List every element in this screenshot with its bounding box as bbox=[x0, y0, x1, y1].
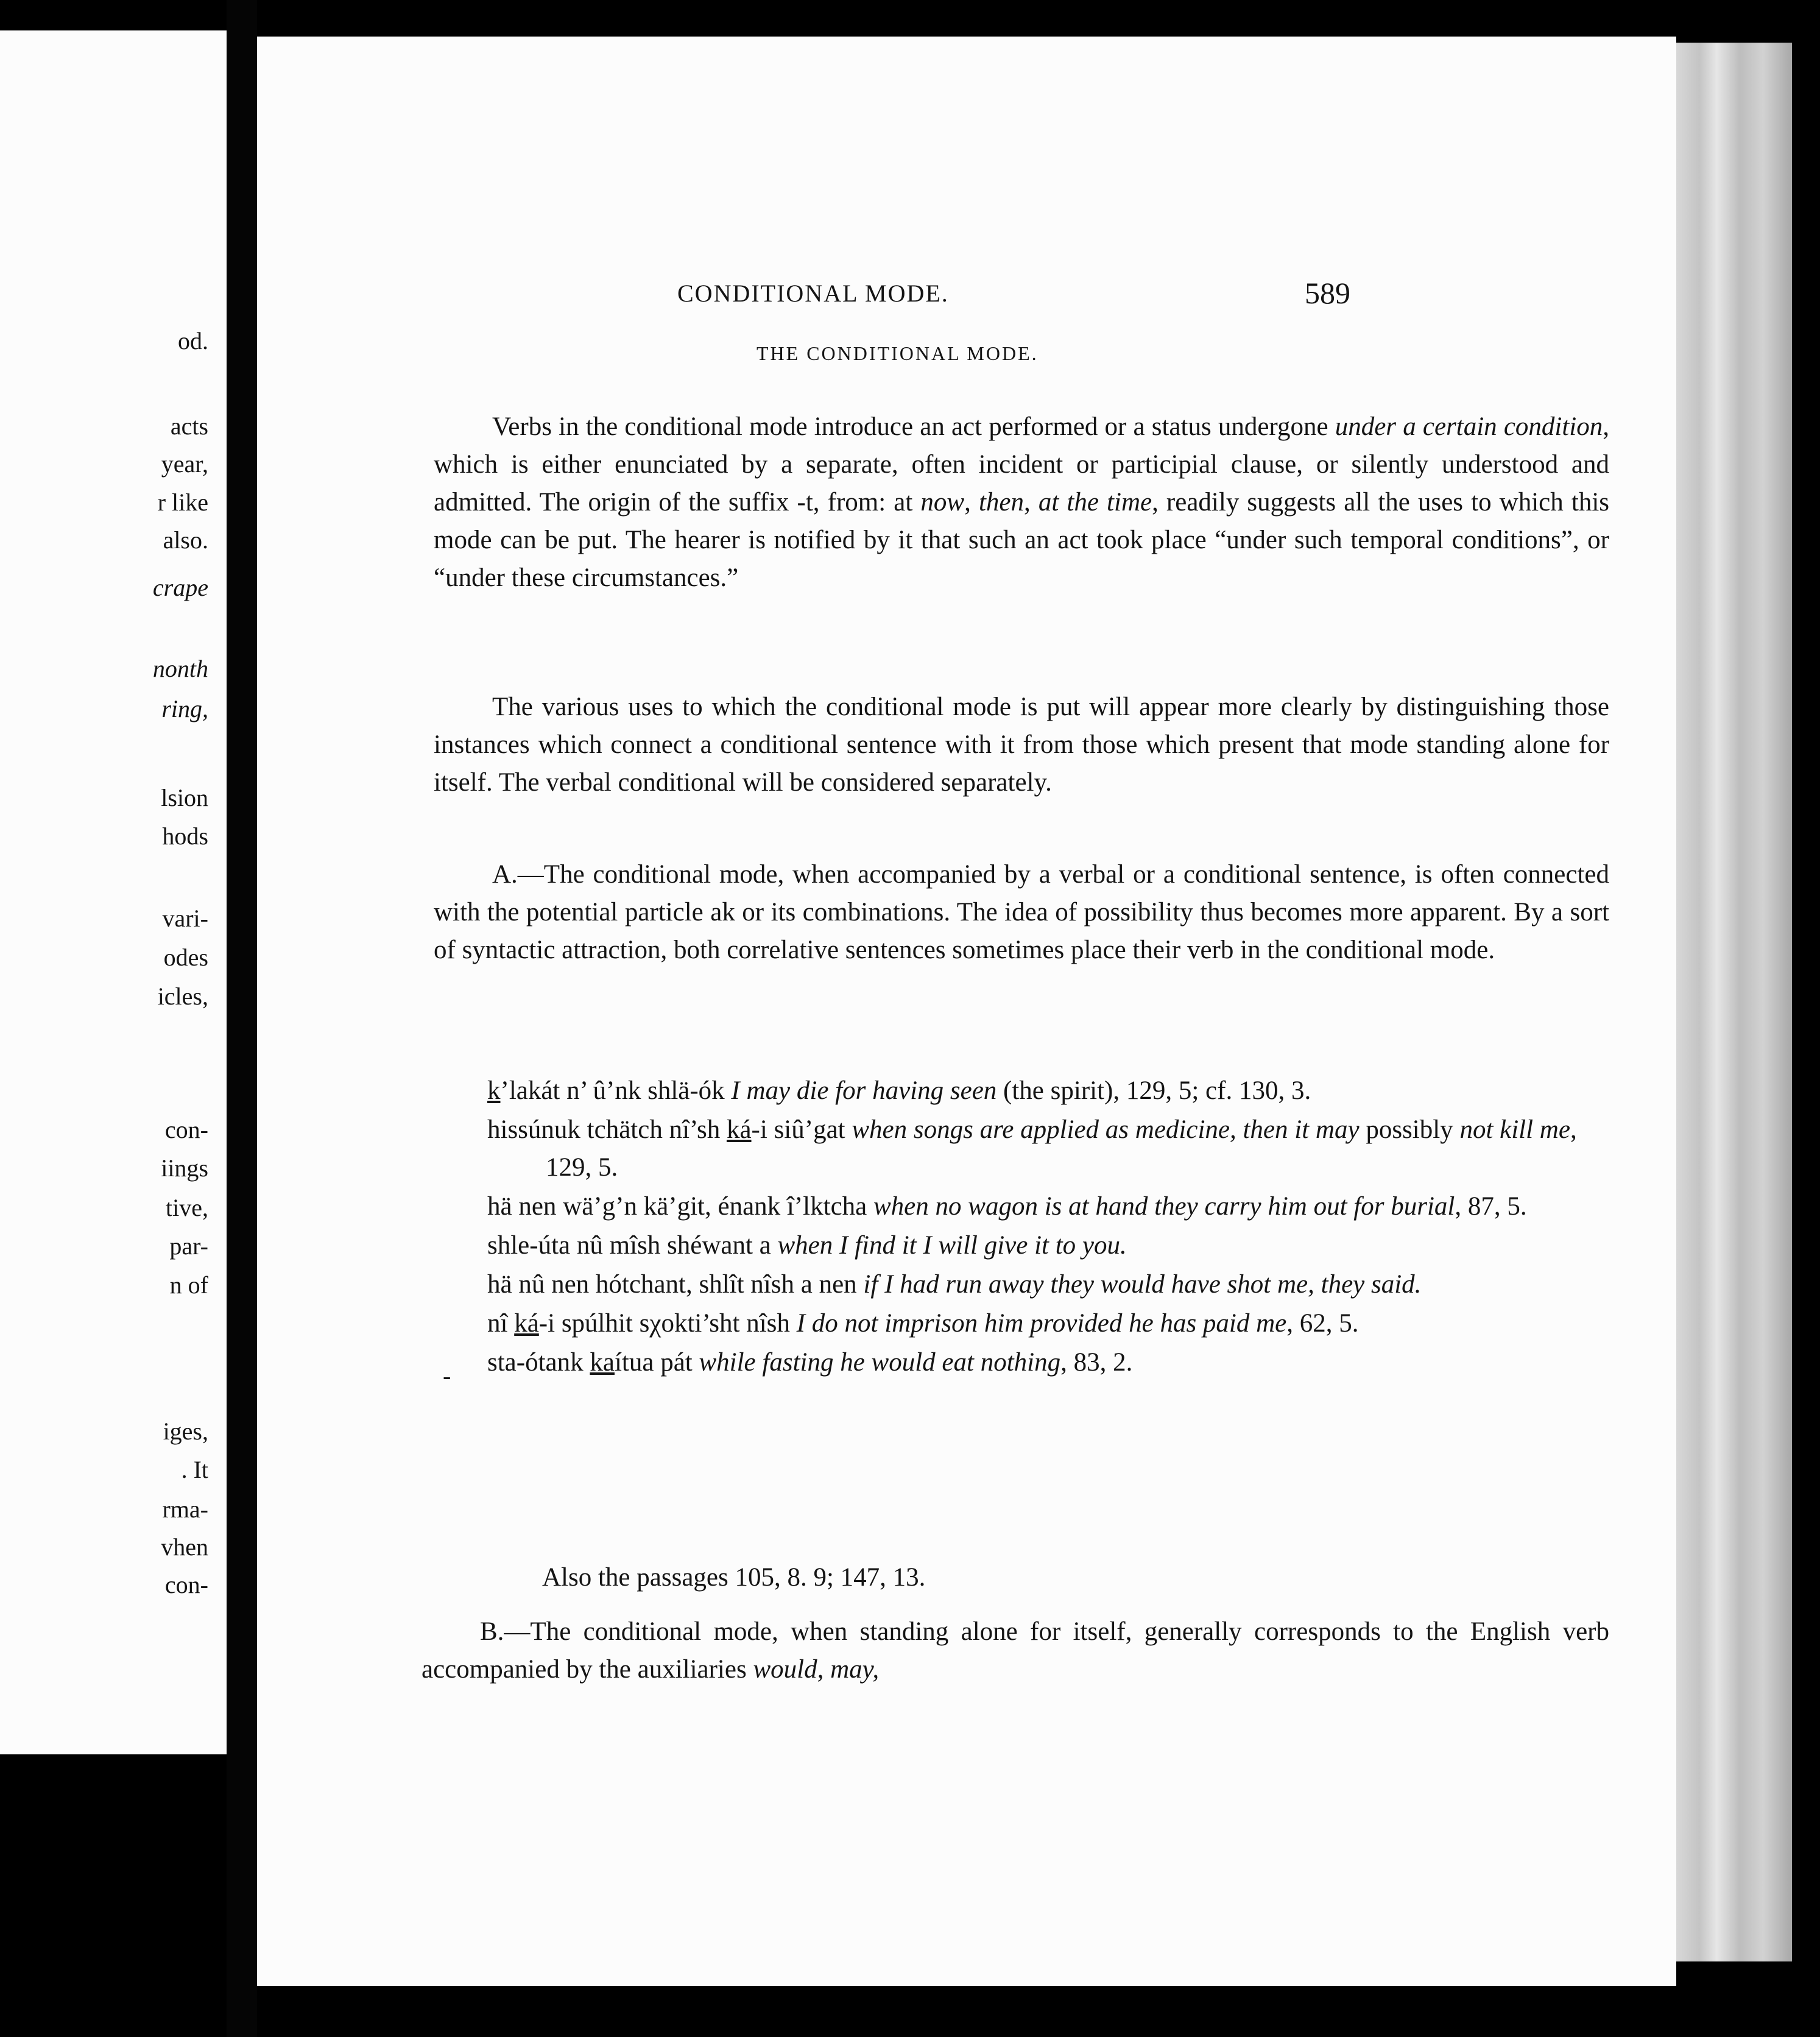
example-translation: when no wagon is at hand they carry him out for burial bbox=[873, 1192, 1455, 1221]
example-underlined-letter: ka bbox=[590, 1348, 615, 1377]
section-title: THE CONDITIONAL MODE. bbox=[757, 342, 1039, 364]
example-translation: when songs are applied as medicine, then it may bbox=[852, 1115, 1360, 1144]
example-translation: if I had run away they would have shot me, they said. bbox=[863, 1270, 1422, 1299]
example-underlined-letter: ká bbox=[726, 1115, 752, 1144]
paragraph-section-b: B.—The conditional mode, when standing alone for itself, generally corresponds to the English verb accompanied by the auxiliaries would, may, bbox=[421, 1617, 1609, 1684]
running-head: CONDITIONAL MODE. bbox=[677, 280, 949, 307]
left-page-fragment-line: . It bbox=[181, 1456, 208, 1483]
example-text: , 87, 5. bbox=[1455, 1192, 1527, 1221]
example-text: hä nen wä’g’n kä’git, énank î’lktcha bbox=[487, 1192, 873, 1221]
example-text: nî bbox=[487, 1309, 515, 1338]
left-page-fragment-line: also. bbox=[163, 526, 208, 554]
example-text: ’lakát n’ û’nk shlä-ók bbox=[500, 1076, 732, 1105]
example-translation: not kill me bbox=[1459, 1115, 1570, 1144]
example-text: hä nû nen hótchant, shlît nîsh a nen bbox=[487, 1270, 864, 1299]
left-page-fragment-line: year, bbox=[161, 450, 208, 478]
example-text: ítua pát bbox=[614, 1348, 699, 1377]
left-page-fragment-line: acts bbox=[170, 412, 208, 440]
page-edges bbox=[1676, 43, 1792, 1961]
example-sentence bbox=[487, 1111, 1608, 1187]
example-sentence bbox=[487, 1305, 1608, 1343]
paragraph-uses: The various uses to which the conditional mode is put will appear more clearly by distinguishing those instances which connect a conditional sentence with it from those which present that mode standing alone for itself. The verbal conditional will be considered separately. bbox=[434, 693, 1609, 797]
left-page-fragment-line: iings bbox=[161, 1154, 208, 1182]
example-text: sta-ótank bbox=[487, 1348, 590, 1377]
paragraph-section-a: A.—The conditional mode, when accompanied by a verbal or a conditional sentence, is often connected with the potential particle ak or its combinations. The idea of possibility thus becomes more apparent. By a sort of syntactic attraction, both correlative sentences sometimes place their verb in the conditional mode. bbox=[434, 860, 1609, 964]
example-list bbox=[487, 1072, 1608, 1383]
margin-dash: - bbox=[443, 1362, 451, 1389]
left-page-fragment-line: vari- bbox=[162, 905, 208, 932]
left-page-fragment-line: odes bbox=[163, 944, 208, 971]
example-sentence bbox=[487, 1266, 1608, 1304]
example-text: , 62, 5. bbox=[1286, 1309, 1359, 1338]
paragraph-intro: Verbs in the conditional mode introduce an act performed or a status undergone under a certain condition, which is either enunciated by a separate, often incident or participial clause, or silently understood and admitted. The origin of the suffix -t, from: at now, then, at the time, readily suggests all the uses to which this mode can be put. The hearer is notified by it that such an act took place “under such temporal conditions”, or “under these circumstances.” bbox=[434, 412, 1609, 592]
example-translation: I do not imprison him provided he has paid me bbox=[796, 1309, 1287, 1338]
left-page-fragment-line: con- bbox=[164, 1116, 208, 1143]
left-page-fragment-line: r like bbox=[157, 489, 208, 516]
example-text: hissúnuk tchätch nî’sh bbox=[487, 1115, 727, 1144]
example-text: , 129, 5. bbox=[546, 1115, 1577, 1182]
left-page-fragment-line: tive, bbox=[166, 1194, 208, 1221]
left-page-fragment-line: icles, bbox=[157, 983, 208, 1010]
page-number: 589 bbox=[1305, 276, 1350, 310]
left-page-fragment-line: con- bbox=[164, 1571, 208, 1598]
example-translation: while fasting he would eat nothing bbox=[699, 1348, 1061, 1377]
left-page-fragment-line: par- bbox=[169, 1232, 208, 1260]
left-page-fragment-line: vhen bbox=[161, 1533, 208, 1561]
example-translation: I may die for having seen bbox=[731, 1076, 997, 1105]
example-underlined-letter: k bbox=[487, 1076, 501, 1105]
example-translation: when I find it I will give it to you. bbox=[777, 1231, 1127, 1260]
right-page bbox=[257, 37, 1676, 1986]
example-sentence bbox=[487, 1188, 1608, 1226]
left-page-fragment-line: od. bbox=[178, 327, 208, 355]
left-page-fragment-line: hods bbox=[162, 822, 208, 850]
left-page-fragment-line: iges, bbox=[163, 1417, 208, 1445]
example-text: , 83, 2. bbox=[1060, 1348, 1133, 1377]
scan-border bbox=[1792, 0, 1820, 2037]
left-page-fragment bbox=[0, 30, 227, 1754]
example-text: -i siû’gat bbox=[751, 1115, 852, 1144]
left-page-fragment-line: ring, bbox=[161, 695, 208, 722]
left-page-fragment-line: lsion bbox=[161, 784, 208, 811]
example-sentence bbox=[487, 1344, 1608, 1382]
example-text: possibly bbox=[1359, 1115, 1460, 1144]
example-sentence bbox=[487, 1227, 1608, 1265]
example-text: shle-úta nû mîsh shéwant a bbox=[487, 1231, 778, 1260]
example-text: (the spirit), 129, 5; cf. 130, 3. bbox=[996, 1076, 1311, 1105]
example-text: -i spúlhit sχokti’sht nîsh bbox=[538, 1309, 797, 1338]
left-page-fragment-line: nonth bbox=[152, 655, 208, 682]
example-underlined-letter: ká bbox=[514, 1309, 539, 1338]
also-passages-line: Also the passages 105, 8. 9; 147, 13. bbox=[542, 1563, 926, 1592]
left-page-fragment-line: rma- bbox=[162, 1495, 208, 1523]
book-gutter bbox=[227, 0, 257, 2037]
left-page-fragment-line: crape bbox=[152, 574, 208, 601]
left-page-fragment-line: n of bbox=[169, 1271, 208, 1299]
example-sentence bbox=[487, 1072, 1608, 1110]
